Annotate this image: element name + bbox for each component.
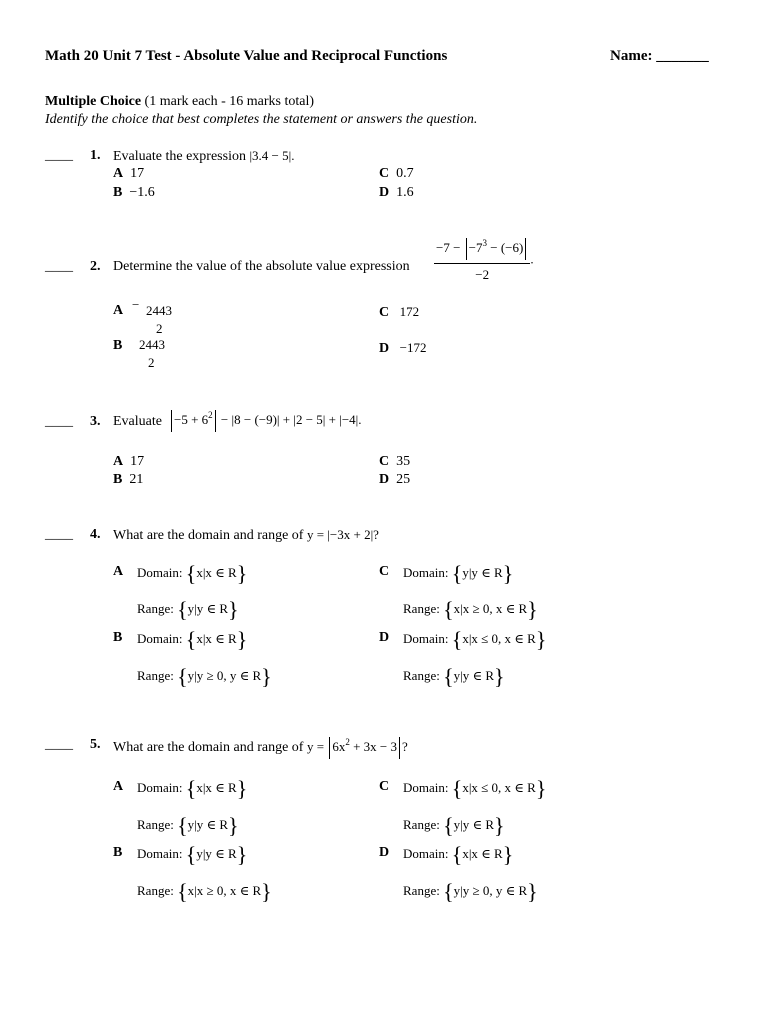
q2-num-inner-exp: 3 [482, 238, 488, 248]
q3-number: 3. [90, 414, 101, 429]
q4-number: 4. [90, 527, 101, 542]
q2-end: . [530, 251, 534, 267]
q3-option-c-text: 35 [396, 454, 411, 469]
q3-option-d-text: 25 [396, 472, 411, 487]
q2-option-a-minus: − [132, 297, 140, 312]
q4-prompt [113, 527, 379, 544]
q5-option-d-range: Range: {y|y ≥ 0, y ∈ R} [403, 879, 538, 904]
q1-prompt [113, 148, 295, 165]
q5-eq-exp: 2 [345, 737, 350, 747]
q3-option-c-letter: C [379, 454, 390, 469]
q4-option-d-letter[interactable]: D [379, 630, 390, 645]
q5-option-b-range: Range: {x|x ≥ 0, x ∈ R} [137, 879, 272, 904]
page-title: Math 20 Unit 7 Test - Absolute Value and Reciprocal Functions [45, 48, 448, 64]
q2-option-c[interactable] [379, 304, 419, 321]
q5-option-d-domain-label: Domain: [403, 845, 449, 861]
q1-option-d-letter: D [379, 185, 390, 200]
q4-option-a-letter[interactable]: A [113, 564, 124, 579]
q3-option-b-letter: B [113, 472, 123, 487]
q1-option-b[interactable] [113, 185, 155, 201]
q1-option-a-text: 17 [130, 166, 145, 181]
q4-option-c-range-label: Range: [403, 600, 440, 616]
q2-text: Determine the value of the absolute value expression [113, 259, 410, 274]
q4-option-b-domain: Domain: {x|x ∈ R} [137, 627, 248, 652]
q2-option-d[interactable] [379, 340, 426, 357]
q5-eq-end: ? [402, 739, 408, 754]
q4-option-c-range-set: x|x ≥ 0, x ∈ R [453, 600, 528, 616]
q4-option-c-domain-label: Domain: [403, 564, 449, 580]
q2-fraction [434, 238, 534, 283]
q5-equation [307, 739, 408, 754]
q4-option-d-range: Range: {y|y ∈ R} [403, 664, 505, 689]
q5-option-a-domain-label: Domain: [137, 779, 183, 795]
q4-option-b-domain-set: x|x ∈ R [196, 630, 237, 646]
q2-option-c-letter: C [379, 305, 390, 320]
q1-option-a[interactable] [113, 166, 144, 182]
q1-option-c[interactable] [379, 166, 414, 182]
q3-option-d-letter: D [379, 472, 390, 487]
q5-option-a-domain-set: x|x ∈ R [196, 779, 237, 795]
q5-number: 5. [90, 737, 101, 752]
answer-blank-q3[interactable]: ____ [45, 414, 73, 429]
q2-option-b-denominator: 2 [148, 355, 155, 370]
q2-option-a-denominator: 2 [156, 321, 163, 336]
q4-option-c-range: Range: {x|x ≥ 0, x ∈ R} [403, 597, 538, 622]
q5-eq-inner-a: 6x [332, 739, 346, 754]
q2-option-d-letter: D [379, 341, 390, 356]
q3-option-b-text: 21 [129, 472, 144, 487]
q1-text: Evaluate the expression [113, 149, 246, 164]
q3-expr-part1: −5 + 6 [174, 412, 209, 427]
q1-option-b-letter: B [113, 185, 123, 200]
q4-option-a-range: Range: {y|y ∈ R} [137, 597, 239, 622]
q2-num-inner-rest: − (−6) [490, 240, 524, 255]
answer-blank-q4[interactable]: ____ [45, 527, 73, 542]
q2-number: 2. [90, 259, 101, 274]
q4-option-a-range-set: y|y ∈ R [187, 600, 229, 616]
q4-option-a-domain: Domain: {x|x ∈ R} [137, 561, 248, 586]
q4-option-d-range-set: y|y ∈ R [453, 667, 495, 683]
q2-option-a-letter[interactable]: A [113, 303, 124, 318]
q4-option-c-letter[interactable]: C [379, 564, 390, 579]
q5-option-d-domain-set: x|x ∈ R [462, 845, 503, 861]
q2-option-b-letter[interactable]: B [113, 338, 123, 353]
q3-option-a[interactable] [113, 454, 144, 470]
q5-option-c-letter[interactable]: C [379, 779, 390, 794]
q2-num-inner-base: −7 [468, 240, 483, 255]
q2-denominator: −2 [475, 267, 490, 283]
q2-num-left: −7 − [436, 240, 461, 255]
q3-expr-part2: − |8 − (−9)| + |2 − 5| + |−4|. [220, 412, 362, 427]
q4-option-b-domain-label: Domain: [137, 630, 183, 646]
q4-option-b-range: Range: {y|y ≥ 0, y ∈ R} [137, 664, 272, 689]
q4-option-b-letter[interactable]: B [113, 630, 123, 645]
q5-eq-inner-b: + 3x − 3 [353, 739, 397, 754]
q5-option-b-range-label: Range: [137, 882, 174, 898]
q5-option-b-domain: Domain: {y|y ∈ R} [137, 842, 248, 867]
q5-option-c-domain-label: Domain: [403, 779, 449, 795]
q5-option-b-range-set: x|x ≥ 0, x ∈ R [187, 882, 262, 898]
q5-eq-pre: y = [306, 739, 325, 754]
q4-option-d-domain-label: Domain: [403, 630, 449, 646]
q4-option-d-domain-set: x|x ≤ 0, x ∈ R [462, 630, 536, 646]
q4-option-d-range-label: Range: [403, 667, 440, 683]
q3-option-b[interactable] [113, 472, 143, 488]
q5-option-a-range-label: Range: [137, 816, 174, 832]
section-title: Multiple Choice [45, 94, 142, 109]
q3-option-d[interactable] [379, 472, 410, 488]
q1-number: 1. [90, 148, 101, 163]
answer-blank-q5[interactable]: ____ [45, 737, 73, 752]
q4-option-c-domain: Domain: {y|y ∈ R} [403, 561, 514, 586]
q4-option-d-domain: Domain: {x|x ≤ 0, x ∈ R} [403, 627, 547, 652]
q4-option-c-domain-set: y|y ∈ R [462, 564, 503, 580]
q3-option-a-letter: A [113, 454, 124, 469]
q5-text: What are the domain and range of [113, 740, 304, 755]
q2-option-d-text: −172 [399, 340, 427, 355]
q4-equation: y = |−3x + 2|? [306, 527, 379, 542]
q5-option-a-range-set: y|y ∈ R [187, 816, 229, 832]
q1-option-a-letter: A [113, 166, 124, 181]
q5-option-a-domain: Domain: {x|x ∈ R} [137, 776, 248, 801]
q5-option-c-domain-set: x|x ≤ 0, x ∈ R [462, 779, 536, 795]
q5-option-c-domain: Domain: {x|x ≤ 0, x ∈ R} [403, 776, 547, 801]
q2-option-b-numerator: 2443 [139, 337, 165, 352]
section-marks: (1 mark each - 16 marks total) [144, 94, 315, 109]
q4-option-a-domain-label: Domain: [137, 564, 183, 580]
q5-option-b-domain-set: y|y ∈ R [196, 845, 237, 861]
q5-option-d-range-label: Range: [403, 882, 440, 898]
q1-option-c-text: 0.7 [396, 166, 414, 181]
q5-option-b-domain-label: Domain: [137, 845, 183, 861]
q5-option-c-range-set: y|y ∈ R [453, 816, 495, 832]
q5-option-a-range: Range: {y|y ∈ R} [137, 813, 239, 838]
q3-expression [169, 410, 362, 432]
q3-text: Evaluate [113, 414, 162, 429]
q4-option-a-range-label: Range: [137, 600, 174, 616]
q3-option-c[interactable] [379, 454, 410, 470]
q3-option-a-text: 17 [130, 454, 145, 469]
q4-option-b-range-label: Range: [137, 667, 174, 683]
q1-option-d[interactable] [379, 185, 414, 201]
q5-option-c-range: Range: {y|y ∈ R} [403, 813, 505, 838]
q5-prompt [113, 737, 408, 759]
name-field-label: Name: _______ [610, 48, 709, 64]
q4-text: What are the domain and range of [113, 528, 304, 543]
q2-option-c-text: 172 [399, 304, 420, 319]
q5-option-d-letter[interactable]: D [379, 845, 390, 860]
answer-blank-q1[interactable]: ____ [45, 148, 73, 163]
q3-expr-exp: 2 [208, 410, 213, 420]
section-heading [45, 94, 314, 110]
q1-expression: |3.4 − 5|. [249, 148, 295, 163]
section-instructions: Identify the choice that best completes the statement or answers the question. [45, 112, 478, 127]
q2-option-a-numerator: 2443 [146, 303, 172, 318]
q5-option-d-range-set: y|y ≥ 0, y ∈ R [453, 882, 528, 898]
q5-option-b-letter[interactable]: B [113, 845, 123, 860]
q1-option-b-text: −1.6 [129, 185, 155, 200]
q1-option-d-text: 1.6 [396, 185, 414, 200]
q5-option-d-domain: Domain: {x|x ∈ R} [403, 842, 514, 867]
q5-option-c-range-label: Range: [403, 816, 440, 832]
answer-blank-q2[interactable]: ____ [45, 259, 73, 274]
q5-option-a-letter[interactable]: A [113, 779, 124, 794]
q1-option-c-letter: C [379, 166, 390, 181]
q4-option-a-domain-set: x|x ∈ R [196, 564, 237, 580]
q4-option-b-range-set: y|y ≥ 0, y ∈ R [187, 667, 262, 683]
